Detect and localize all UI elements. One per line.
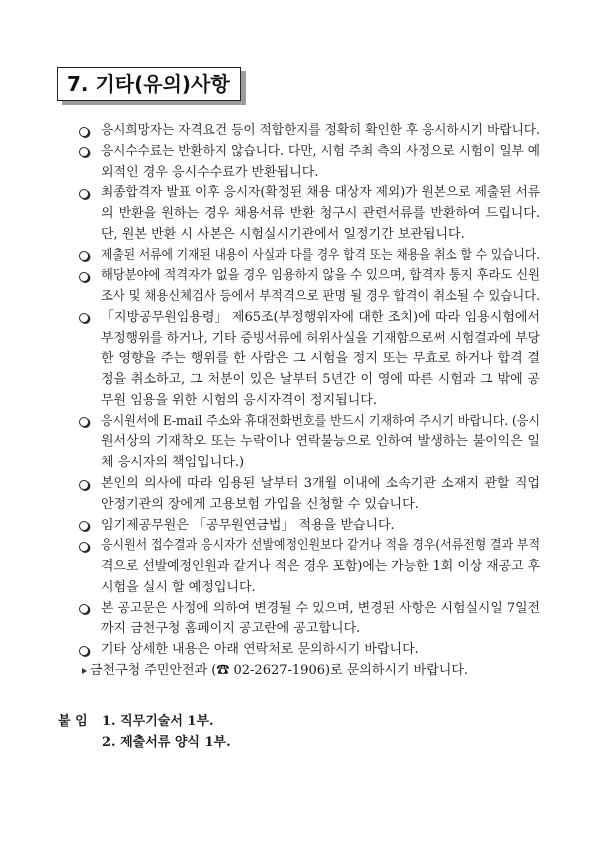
notice-item-7-line-2: 원서상의 기재착오 또는 누락이나 연락불능으로 인하여 발생하는 불이익은 일: [101, 434, 540, 450]
notice-item-9: [0, 516, 600, 537]
notice-item-11-line-2: 까지 금천구청 홈페이지 공고란에 공고합니다.: [101, 621, 361, 637]
notice-item-8-line-2: 안정기관의 장에게 고용보험 가입을 신청할 수 있습니다.: [101, 496, 419, 512]
notice-item-10-line-3: 시험을 실시 할 예정입니다.: [101, 579, 256, 595]
circle-bullet-icon: [79, 480, 89, 490]
notice-item-8: [0, 474, 600, 516]
notice-item-3-line-1: 최종합격자 발표 이후 응시자(확정된 채용 대상자 제외)가 원본으로 제출된 서류: [101, 185, 540, 201]
notice-item-1-line-1: 응시희망자는 자격요건 등이 적합한지를 정확히 확인한 후 응시하시기 바랍니다.: [101, 123, 540, 138]
notice-item-2-line-1: 응시수수료는 반환하지 않습니다. 다만, 시험 주최 측의 사정으로 시험이 일부 예: [101, 143, 540, 159]
circle-bullet-icon: [79, 272, 89, 282]
notice-item-6-line-5: 무원 임용을 위한 시험의 응시자격이 정지됩니다.: [101, 392, 377, 408]
notice-item-7-line-3: 체 응시자의 책임입니다.): [101, 455, 245, 471]
section-title-box: [57, 67, 241, 101]
notice-item-11-line-1: 본 공고문은 사정에 의하여 변경될 수 있으며, 변경된 사항은 시험실시일 7일전: [101, 600, 540, 616]
circle-bullet-icon: [79, 604, 89, 614]
attachment-item-1: 1. 직무기술서 1부.: [102, 714, 214, 729]
triangle-right-icon: [82, 668, 87, 674]
notice-item-8-line-1: 본인의 의사에 따라 임용된 날부터 3개월 이내에 소속기관 소재지 관할 직업: [101, 476, 540, 492]
notice-item-6-line-3: 한 영향을 주는 행위를 한 사람은 그 시험을 정지 또는 무효로 하거나 합격 결: [101, 351, 540, 367]
circle-bullet-icon: [79, 189, 89, 199]
contact-row: [0, 661, 600, 682]
circle-bullet-icon: [79, 147, 89, 157]
notice-item-5-line-2: 조사 및 채용신체검사 등에서 부적격으로 판명 될 경우 합격이 취소될 수 있습니다.: [101, 289, 540, 305]
notice-item-6-line-2: 부정행위를 하거나, 기타 증빙서류에 허위사실을 기재함으로써 시험결과에 부당: [101, 330, 540, 346]
notice-item-3: [0, 183, 600, 245]
notice-item-3-line-3: 단, 원본 반환 시 사본은 시험실시기관에서 일정기간 보관됩니다.: [101, 226, 465, 242]
attachments-label: 붙 임: [58, 714, 88, 729]
notice-list: [0, 121, 600, 682]
notice-item-1: [0, 121, 600, 142]
contact-info: 금천구청 주민안전과 (☎ 02-2627-1906)로 문의하시기 바랍니다.: [90, 662, 469, 678]
notice-item-10-line-2: 격으로 선발예정인원과 같거나 적은 경우 포함)에는 가능한 1회 이상 재공고 후: [101, 559, 540, 575]
notice-item-6-line-4: 정을 취소하고, 그 처분이 있은 날부터 5년간 이 영에 따른 시험과 그 밖에 공: [101, 372, 540, 388]
notice-item-6: [0, 308, 600, 412]
notice-item-12-line-1: 기타 상세한 내용은 아래 연락처로 문의하시기 바랍니다.: [101, 642, 419, 658]
attachment-item-2: 2. 제출서류 양식 1부.: [102, 735, 231, 750]
section-title: 7. 기타(유의)사항: [67, 72, 230, 96]
notice-item-10-line-1: 응시원서 접수결과 응시자가 선발예정인원보다 같거나 적을 경우(서류전형 결과 부적: [101, 538, 540, 554]
notice-item-3-line-2: 의 반환을 원하는 경우 채용서류 반환 청구시 관련서류를 반환하여 드립니다.: [101, 206, 540, 222]
notice-item-9-line-1: 임기제공무원은 「공무원연금법」 적용을 받습니다.: [101, 517, 395, 533]
notice-item-7: [0, 412, 600, 474]
circle-bullet-icon: [79, 542, 89, 552]
notice-item-12: [0, 640, 600, 682]
notice-item-6-line-1: 「지방공무원임용령」 제65조(부정행위자에 대한 조치)에 따라 임용시험에서: [101, 309, 540, 325]
circle-bullet-icon: [79, 251, 89, 261]
circle-bullet-icon: [79, 127, 89, 137]
notice-item-5-line-1: 해당분야에 적격자가 없을 경우 임용하지 않을 수 있으며, 합격자 통지 후라도 신원: [101, 268, 540, 284]
notice-item-10: [0, 536, 600, 598]
circle-bullet-icon: [79, 521, 89, 531]
notice-item-7-line-1: 응시원서에 E-mail 주소와 휴대전화번호를 반드시 기재하여 주시기 바랍니다. (응시: [101, 413, 540, 429]
circle-bullet-icon: [79, 313, 89, 323]
notice-item-4-line-1: 제출된 서류에 기재된 내용이 사실과 다를 경우 합격 또는 채용을 취소 할 수 있습니다.: [101, 247, 540, 263]
circle-bullet-icon: [79, 646, 89, 656]
notice-item-5: [0, 266, 600, 308]
notice-item-11: [0, 599, 600, 641]
notice-item-4: [0, 246, 600, 267]
circle-bullet-icon: [79, 417, 89, 427]
notice-item-2: [0, 142, 600, 184]
notice-item-2-line-2: 외적인 경우 응시수수료가 반환됩니다.: [101, 164, 319, 180]
